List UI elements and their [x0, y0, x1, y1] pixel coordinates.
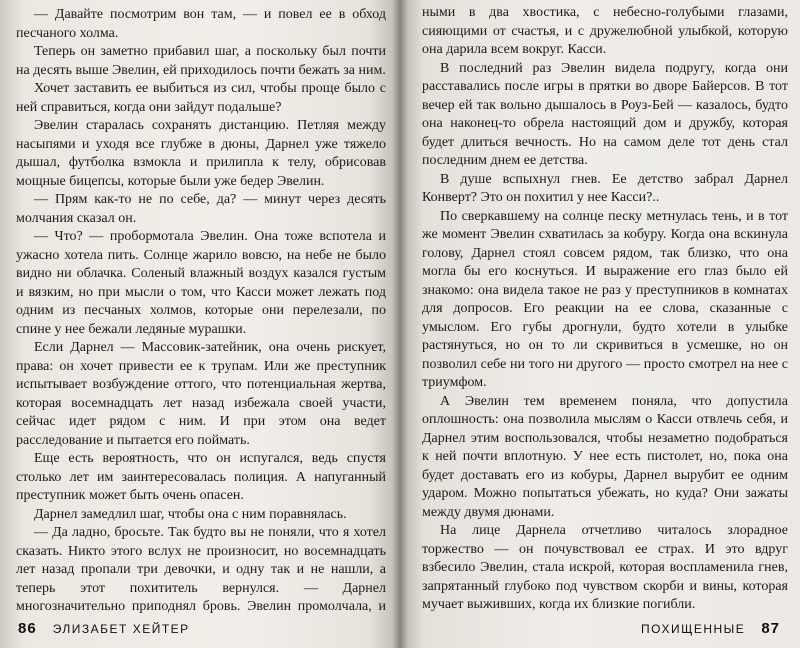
paragraph: ными в два хвостика, с небесно-голубыми глазами, сияющими от счастья, и с дружелюбной улыбкой, которую она дарила всем вокруг. Касси. — [422, 5, 788, 57]
running-head-author: ЭЛИЗАБЕТ ХЕЙТЕР — [52, 622, 190, 636]
paragraph: — Давайте посмотрим вон там, — и повел ее в обход песчаного холма. — [16, 7, 386, 41]
paragraph: В последний раз Эвелин видела подругу, когда они расставались после игры в прятки во дворе Байерсов. В тот вечер ей так вольно дышалось в Роуз-Бей — казалось, будто она наконец-то обрела настоящий дом и дружбу, которая будет длиться вечность. Но на самом деле тот день стал последним днем ее детства. — [422, 60, 788, 168]
paragraph: Дарнел замедлил шаг, чтобы она с ним поравнялась. — [34, 506, 347, 522]
running-head-title: ПОХИЩЕННЫЕ — [641, 622, 746, 636]
left-page-footer — [18, 620, 190, 640]
right-page-text — [422, 4, 788, 612]
paragraph: В душе вспыхнул гнев. Ее детство забрал Дарнел Конверт? Это он похитил у нее Касси?.. — [422, 171, 788, 205]
paragraph: Эвелин старалась сохранять дистанцию. Петляя между насыпями и уходя все глубже в дюны, Дарнел уже тяжело дышал, футболка взмокла и прилипла к телу, обрисовав мощные бицепсы, которые были уже бедер Эвелин. — [16, 118, 386, 189]
left-page-text — [16, 6, 386, 614]
paragraph: По сверкавшему на солнце песку метнулась тень, и в тот же момент Эвелин схватилась за кобуру. Когда она вскинула голову, Дарнел стоял совсем рядом, так близко, что она могла бы его коснуться. И выражение его глаз было ей знакомо: она видела такое не раз у преступников в комнатах для допросов. Его реакции на ее слова, сказанные с умыслом. Его губы дрогнули, будто хотели в улыбке растянуться, но он то ли скривиться в усмешке, но он позволил себе ни того ни другого — просто смотрел на нее с триумфом. — [422, 208, 788, 390]
paragraph: На лице Дарнела отчетливо читалось злорадное торжество — он почувствовал ее страх. И это вдруг взбесило Эвелин, стала искрой, которая воспламенила гнев, запрятанный глубоко под чувством скорби и вины, которая мучает выживших, когда их близкие погибли. — [422, 523, 788, 612]
paragraph: — Да ладно, бросьте. Так будто вы не поняли, что я хотел сказать. Никто этого вслух не произносит, но восемнадцать лет назад пропали три девочки, и одну так и не нашли, а теперь этот похититель вернулся. — Дарнел многозначительно приподнял бровь. Эвелин промолчала, и — [16, 525, 386, 614]
page-number: 86 — [18, 620, 37, 637]
paragraph: Теперь он заметно прибавил шаг, а поскольку был почти на десять выше Эвелин, ей приходилось почти бежать за ним. — [16, 44, 386, 78]
paragraph: Если Дарнел — Массовик-затейник, она очень рискует, права: он хочет привести ее к трупам. Или же преступник испытывает возбуждение оттого, что потенциальная жертва, которая восемнадцать лет назад избежала своей участи, сейчас идет рядом с ним. И при этом она ведет расследование и пытается его поймать. — [16, 340, 386, 448]
paragraph: Еще есть вероятность, что он испугался, ведь спустя столько лет им заинтересовалась полиция. А напуганный преступник может быть очень опасен. — [16, 451, 386, 503]
right-page — [400, 0, 800, 648]
page-number: 87 — [761, 620, 780, 637]
paragraph: Хочет заставить ее выбиться из сил, чтобы проще было с ней справиться, когда они зайдут подальше? — [16, 81, 386, 115]
paragraph: — Что? — пробормотала Эвелин. Она тоже вспотела и ужасно хотела пить. Солнце жарило вовсю, на небе не было видно ни облачка. Соленый влажный воздух казался густым и вязким, но при мысли о том, что Касси может лежать под одним из песчаных холмов, которые они перелезали, по спине у нее бежали ледяные мурашки. — [16, 229, 386, 337]
paragraph: А Эвелин тем временем поняла, что допустила оплошность: она позволила мыслям о Касси отвлечь себя, и Дарнел этим воспользовался, чтобы незаметно подобраться к ней почти вплотную. У нее есть пистолет, но, пока она будет доставать его из кобуры, Дарнел вырубит ее одним ударом. Можно попытаться убежать, но куда? Они зажаты между двумя дюнами. — [422, 393, 788, 520]
right-page-footer — [641, 620, 780, 640]
paragraph: — Прям как-то не по себе, да? — минут через десять молчания сказал он. — [16, 192, 386, 226]
